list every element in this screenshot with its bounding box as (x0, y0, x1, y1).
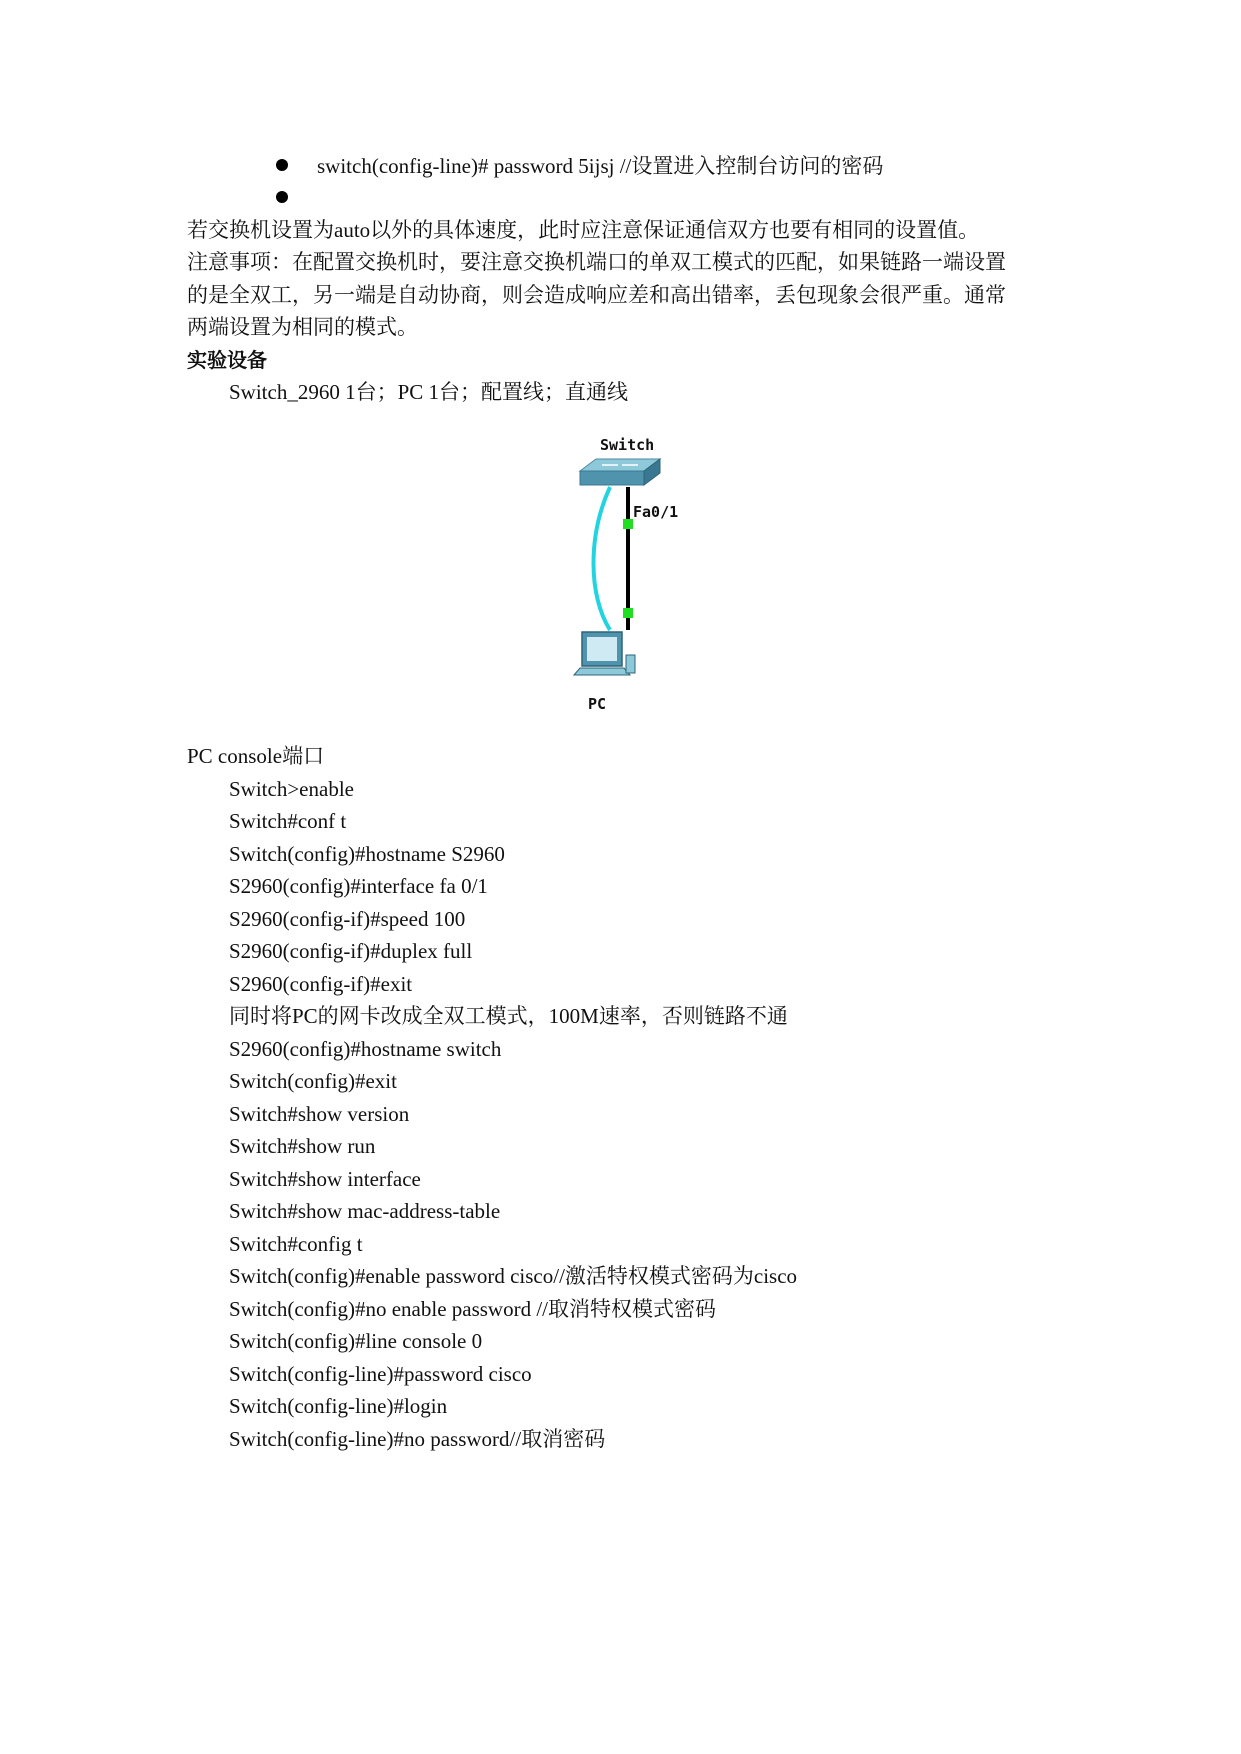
pc-icon (574, 632, 635, 675)
command-line: S2960(config-if)#duplex full (229, 939, 473, 963)
command-line: Switch(config-line)#login (229, 1394, 448, 1418)
command-line: Switch#conf t (229, 809, 347, 833)
command-line: Switch#show interface (229, 1167, 421, 1191)
command-line: Switch#show version (229, 1102, 410, 1126)
command-line: Switch(config)#hostname S2960 (229, 842, 505, 866)
command-line: Switch>enable (229, 777, 354, 801)
command-line: Switch(config-line)#no password//取消密码 (229, 1427, 606, 1451)
switch-icon (580, 459, 660, 485)
notice-line-3: 两端设置为相同的模式。 (187, 315, 418, 339)
notice-line-2: 的是全双工，另一端是自动协商，则会造成响应差和高出错率，丢包现象会很严重。通常 (187, 283, 1006, 307)
command-line: S2960(config)#hostname switch (229, 1037, 502, 1061)
command-line: Switch(config-line)#password cisco (229, 1362, 532, 1386)
command-note: 同时将PC的网卡改成全双工模式，100M速率，否则链路不通 (229, 1004, 788, 1028)
equipment-heading: 实验设备 (187, 348, 267, 372)
equipment-list: Switch_2960 1台；PC 1台；配置线；直通线 (229, 380, 629, 404)
command-line: S2960(config-if)#speed 100 (229, 907, 466, 931)
command-line: Switch(config)#exit (229, 1069, 397, 1093)
command-line: Switch#config t (229, 1232, 363, 1256)
topology-diagram (560, 425, 710, 725)
console-cable (594, 487, 611, 630)
command-line: Switch(config)#line console 0 (229, 1329, 483, 1353)
bullet-dot-1 (276, 159, 288, 171)
link-light-switch (623, 519, 633, 529)
switch-label: Switch (600, 436, 655, 454)
port-label: Fa0/1 (633, 503, 679, 521)
auto-speed-note: 若交换机设置为auto以外的具体速度，此时应注意保证通信双方也要有相同的设置值。 (187, 218, 980, 242)
command-line: Switch#show run (229, 1134, 376, 1158)
bullet-dot-2 (276, 191, 288, 203)
command-line: Switch#show mac-address-table (229, 1199, 501, 1223)
bullet-text-1: switch(config-line)# password 5ijsj //设置进入控制台访问的密码 (317, 154, 884, 178)
command-line: Switch(config)#enable password cisco//激活特权模式密码为cisco (229, 1264, 798, 1288)
pc-label: PC (588, 695, 607, 713)
console-heading: PC console端口 (187, 744, 325, 768)
command-line: S2960(config)#interface fa 0/1 (229, 874, 488, 898)
command-line: Switch(config)#no enable password //取消特权模式密码 (229, 1297, 717, 1321)
command-line: S2960(config-if)#exit (229, 972, 413, 996)
link-light-pc (623, 608, 633, 618)
notice-line-1: 注意事项：在配置交换机时，要注意交换机端口的单双工模式的匹配，如果链路一端设置 (187, 250, 1006, 274)
